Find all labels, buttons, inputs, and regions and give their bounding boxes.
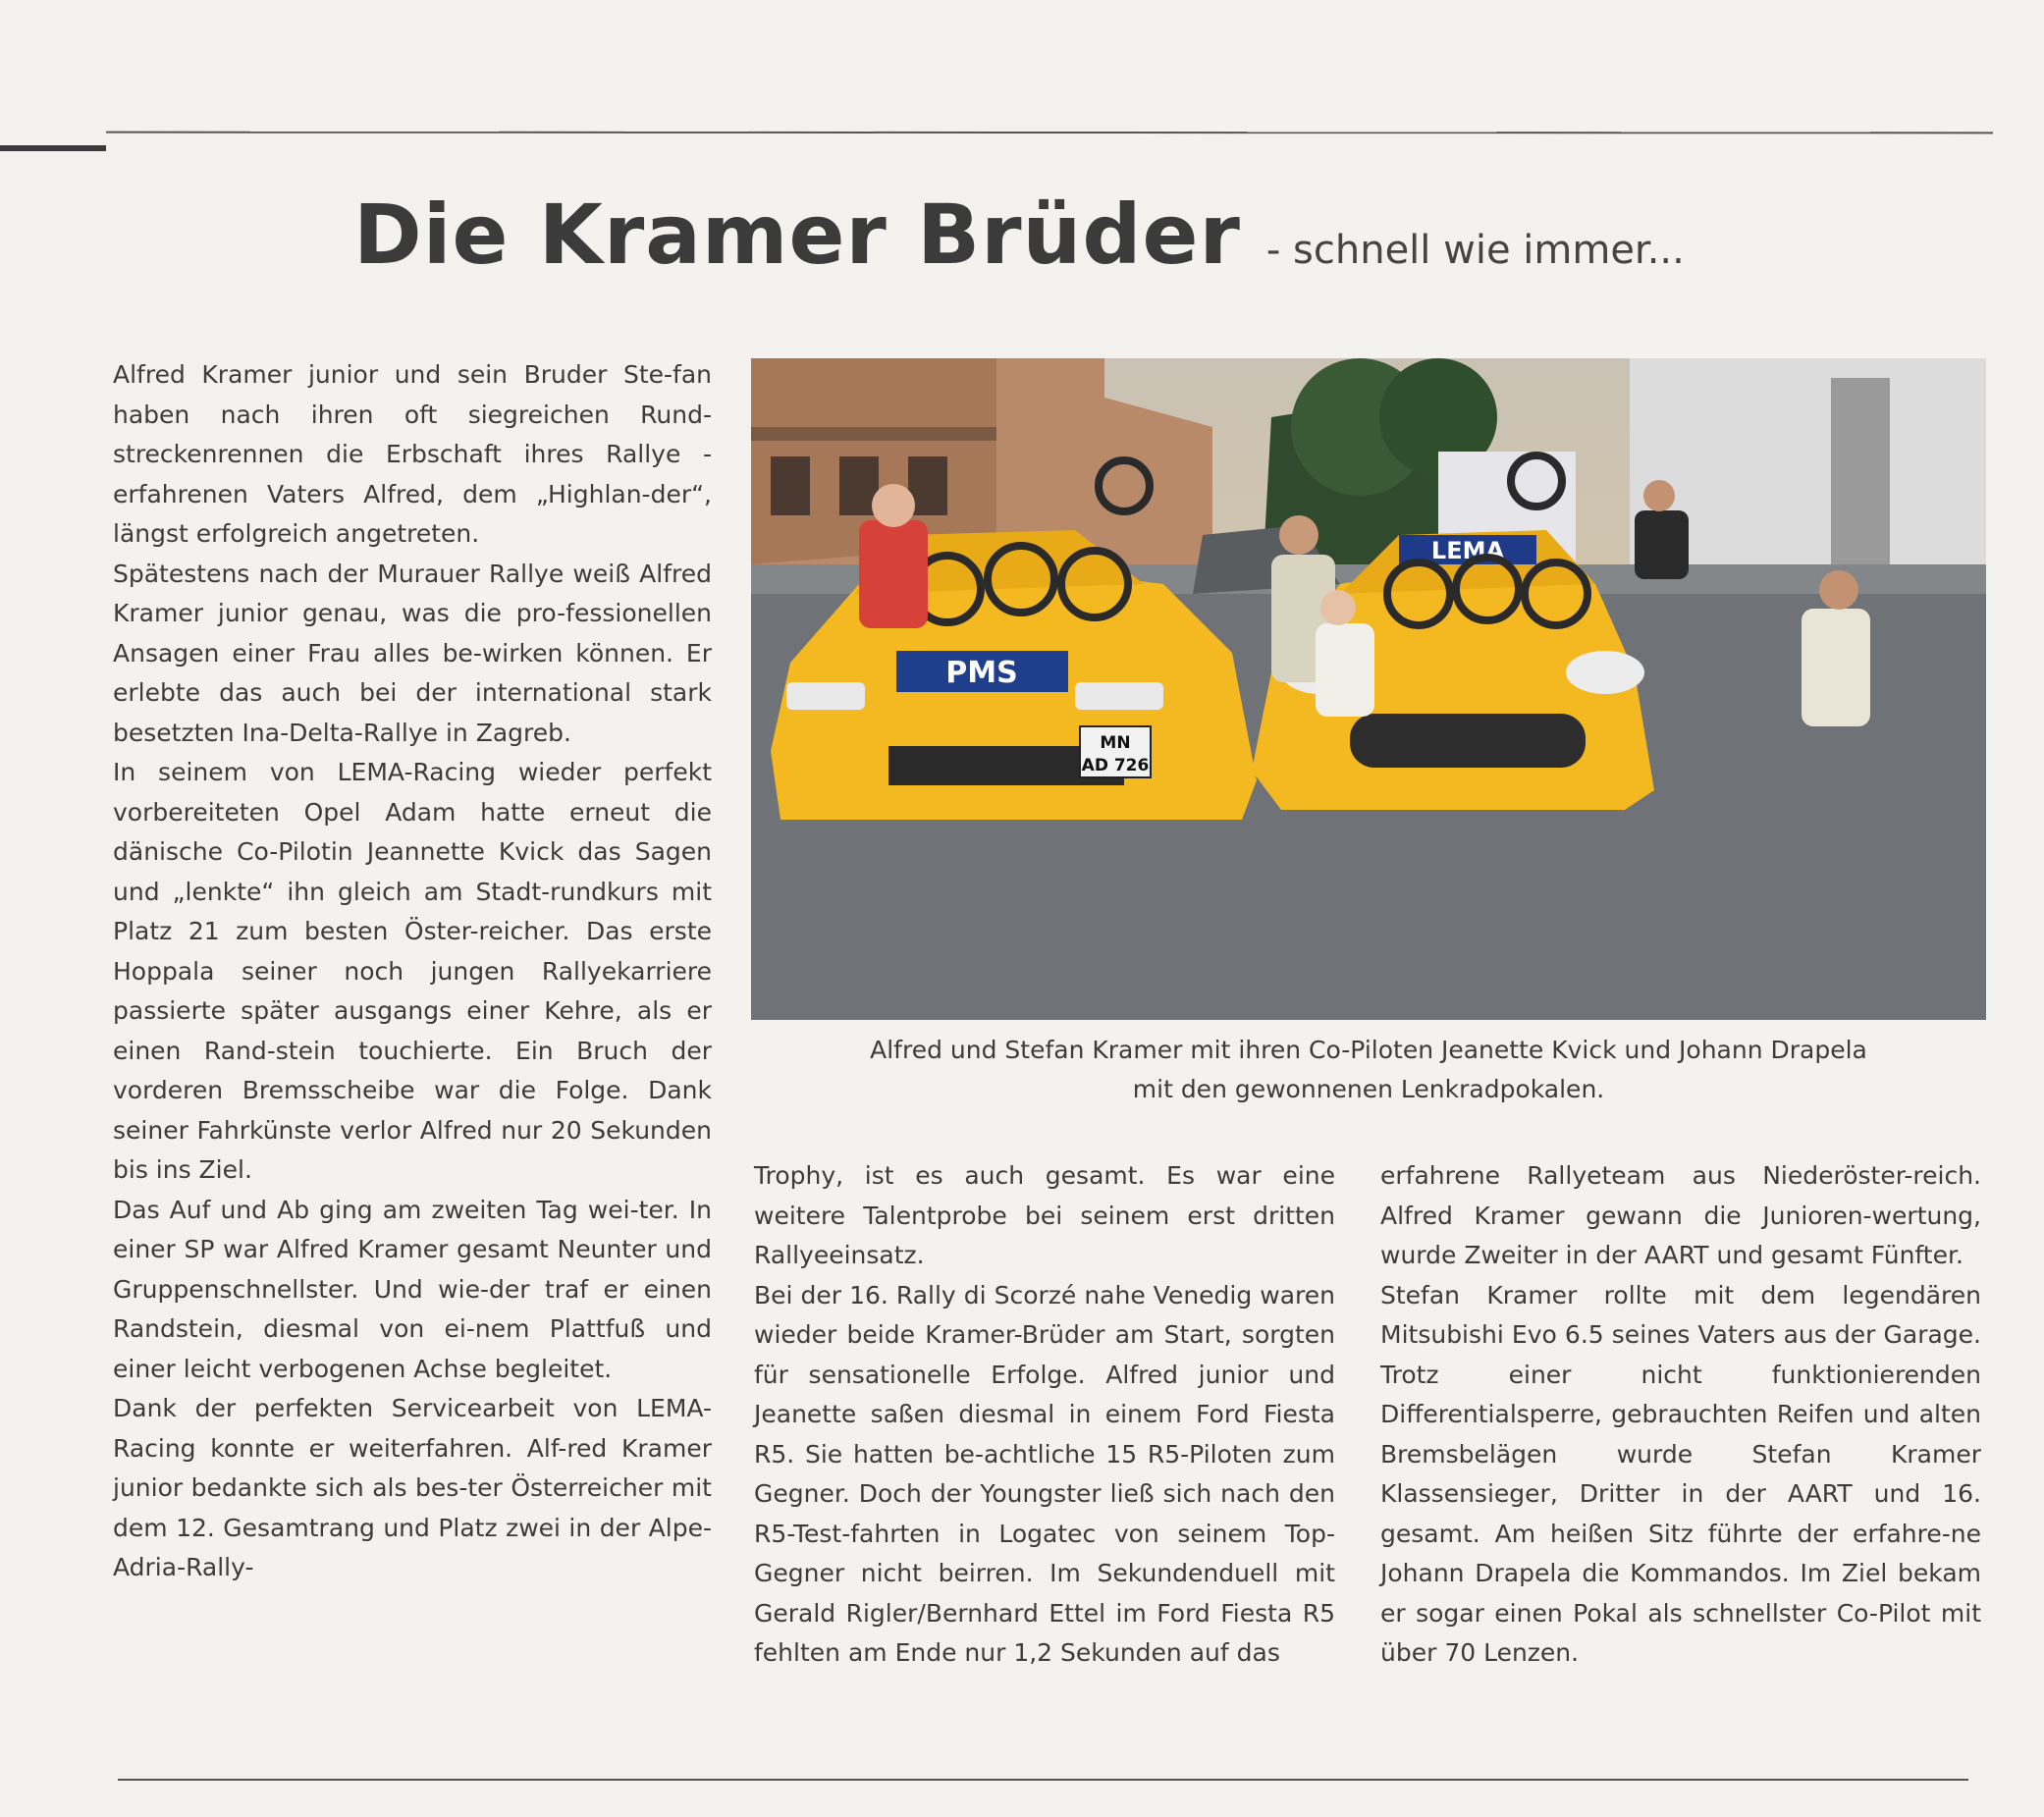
caption-line-2: mit den gewonnenen Lenkradpokalen. <box>1132 1075 1605 1103</box>
paragraph: In seinem von LEMA-Racing wieder perfekt vorbereiteten Opel Adam hatte erneut die dänische Co-Pilotin Jeannette Kvick das Sagen und „lenkte“ ihn gleich am Stadt-rundkurs mit Platz 21 zum besten Öster-reicher. Das erste Hoppala seiner noch jungen Rallyekarriere passierte später ausgangs einer Kehre, als er einen Rand-stein touchierte. Ein Bruch der vorderen Bremsscheibe war die Folge. Dank seiner Fahrkünste verlor Alfred nur 20 Sekunden bis ins Ziel. <box>113 758 712 1184</box>
paragraph: erfahrene Rallyeteam aus Niederöster-reich. Alfred Kramer gewann die Junioren-wertung, wurde Zweiter in der AART und gesamt Fünfter. <box>1380 1161 1981 1269</box>
bottom-rule <box>118 1779 1968 1781</box>
license-plate-line2: AD 726 <box>1081 756 1150 775</box>
sponsor-logo-pms: PMS <box>945 656 1018 690</box>
caption-line-1: Alfred und Stefan Kramer mit ihren Co-Piloten Jeanette Kvick und Johann Drapela <box>870 1036 1867 1064</box>
paragraph: Dank der perfekten Servicearbeit von LEMA-Racing konnte er weiterfahren. Alf-red Kramer junior bedankte sich als bes-ter Österreicher mit dem 12. Gesamtrang und Platz zwei in der Alpe-Adria-Rally- <box>113 1394 712 1581</box>
photo-caption <box>751 1031 1986 1109</box>
paragraph: Stefan Kramer rollte mit dem legendären Mitsubishi Evo 6.5 seines Vaters aus der Garage. Trotz einer nicht funktionierenden Differentialsperre, gebrauchten Reifen und alten Bremsbelägen wurde Stefan Kramer Klassensieger, Dritter in der AART und 16. gesamt. Am heißen Sitz führte der erfahre-ne Johann Drapela die Kommandos. Im Ziel bekam er sogar einen Pokal als schnellster Co-Pilot mit über 70 Lenzen. <box>1380 1280 1981 1667</box>
sponsor-logo-lema: LEMA <box>1430 537 1505 564</box>
paragraph: Bei der 16. Rally di Scorzé nahe Venedig waren wieder beide Kramer-Brüder am Start, sorgten für sensationelle Erfolge. Alfred junior und Jeanette saßen diesmal in einem Ford Fiesta R5. Sie hatten be-achtliche 15 R5-Piloten zum Gegner. Doch der Youngster ließ sich nach den R5-Test-fahrten in Logatec von seinem Top-Gegner nicht beirren. Im Sekundenduell mit Gerald Rigler/Bernhard Ettel im Ford Fiesta R5 fehlten am Ende nur 1,2 Sekunden auf das <box>754 1280 1335 1667</box>
text-column-3 <box>1380 1156 1981 1674</box>
rally-photo <box>751 358 1986 1020</box>
top-rule <box>106 132 1993 134</box>
article-title: Die Kramer Brüder <box>353 187 1241 283</box>
text-column-2 <box>754 1156 1335 1674</box>
paragraph: Spätestens nach der Murauer Rallye weiß Alfred Kramer junior genau, was die pro-fessionellen Ansagen einer Frau alles be-wirken können. Er erlebte das auch bei der international stark besetzten Ina-Delta-Rallye in Zagreb. <box>113 559 712 747</box>
top-rule-accent <box>0 145 106 151</box>
license-plate-line1: MN <box>1100 733 1131 753</box>
paragraph: Alfred Kramer junior und sein Bruder Ste-fan haben nach ihren oft siegreichen Rund-streckenrennen die Erbschaft ihres Rallye -erfahrenen Vaters Alfred, dem „Highlan-der“, längst erfolgreich angetreten. <box>113 360 712 548</box>
text-column-1 <box>113 355 712 1588</box>
headline <box>353 187 1826 304</box>
paragraph: Das Auf und Ab ging am zweiten Tag wei-ter. In einer SP war Alfred Kramer gesamt Neunter und Gruppenschnellster. Und wie-der traf er einen Randstein, diesmal von ei-nem Plattfuß und einer leicht verbogenen Achse begleitet. <box>113 1195 712 1383</box>
paragraph: Trophy, ist es auch gesamt. Es war eine weitere Talentprobe bei seinem erst dritten Rallyeeinsatz. <box>754 1161 1335 1269</box>
article-subtitle: - schnell wie immer... <box>1265 228 1685 273</box>
